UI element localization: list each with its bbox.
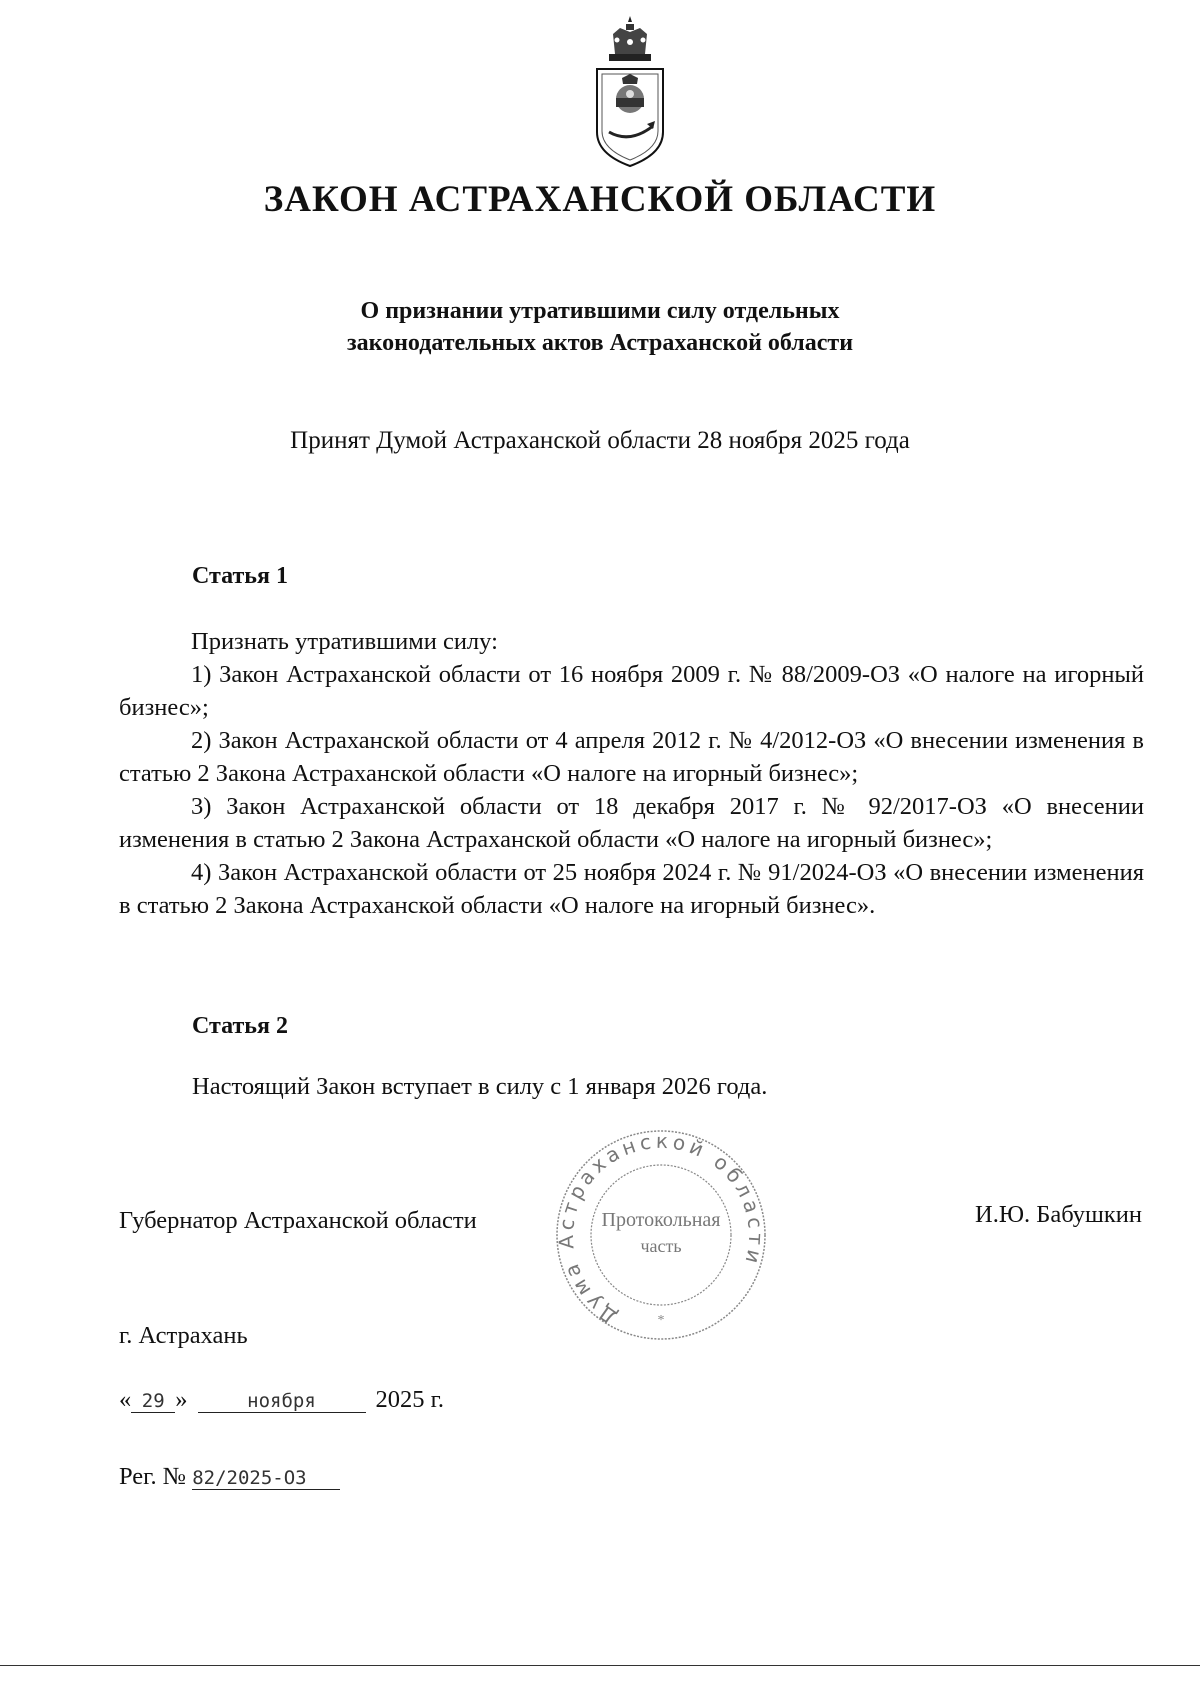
date-month: ноября <box>198 1390 366 1413</box>
reg-label: Рег. № <box>119 1463 187 1490</box>
stamp-ring-path: Дума Астраханской области <box>553 1128 769 1330</box>
article-1-body <box>119 625 1144 922</box>
reg-number: 82/2025-ОЗ <box>192 1467 340 1490</box>
stamp-center-line1: Протокольная <box>601 1209 721 1231</box>
article-1-item: 3) Закон Астраханской области от 18 декабря 2017 г. № 92/2017-ОЗ «О внесении изменения в статью 2 Закона Астраханской области «О налоге на игорный бизнес»; <box>119 793 1144 853</box>
article-1-heading: Статья 1 <box>192 563 288 589</box>
date-quote-open: « <box>119 1386 132 1413</box>
document-subtitle <box>0 295 1200 359</box>
signatory-position: Губернатор Астраханской области <box>119 1207 477 1234</box>
adoption-line: Принят Думой Астраханской области 28 ноября 2025 года <box>290 427 910 454</box>
seal-stamp <box>552 1124 770 1346</box>
document-title: ЗАКОН АСТРАХАНСКОЙ ОБЛАСТИ <box>263 179 937 220</box>
date-year: 2025 г. <box>375 1386 445 1413</box>
date-day: 29 <box>131 1390 175 1413</box>
article-2-heading: Статья 2 <box>192 1013 288 1039</box>
article-2-text: Настоящий Закон вступает в силу с 1 января 2026 года. <box>192 1073 768 1100</box>
article-1-intro: Признать утратившими силу: <box>191 628 498 655</box>
subtitle-line: О признании утратившими силу отдельных <box>360 298 840 324</box>
stamp-center-line2: часть <box>640 1236 682 1256</box>
stamp-star-icon: * <box>657 1313 665 1328</box>
registration-number <box>119 1463 340 1491</box>
article-1-item: 1) Закон Астраханской области от 16 ноября 2009 г. № 88/2009-ОЗ «О налоге на игорный бизнес»; <box>119 661 1144 721</box>
signing-date <box>119 1386 444 1414</box>
article-1-item: 2) Закон Астраханской области от 4 апреля 2012 г. № 4/2012-ОЗ «О внесении изменения в статью 2 Закона Астраханской области «О налоге на игорный бизнес»; <box>119 727 1144 787</box>
article-1-item: 4) Закон Астраханской области от 25 ноября 2024 г. № 91/2024-ОЗ «О внесении изменения в статью 2 Закона Астраханской области «О налоге на игорный бизнес». <box>119 859 1144 919</box>
subtitle-line: законодательных актов Астраханской области <box>346 330 854 356</box>
coat-of-arms-icon <box>585 14 675 176</box>
city: г. Астрахань <box>119 1322 248 1349</box>
bottom-divider <box>0 1665 1200 1666</box>
signatory-name: И.Ю. Бабушкин <box>975 1201 1142 1228</box>
date-quote-close: » <box>175 1386 188 1413</box>
